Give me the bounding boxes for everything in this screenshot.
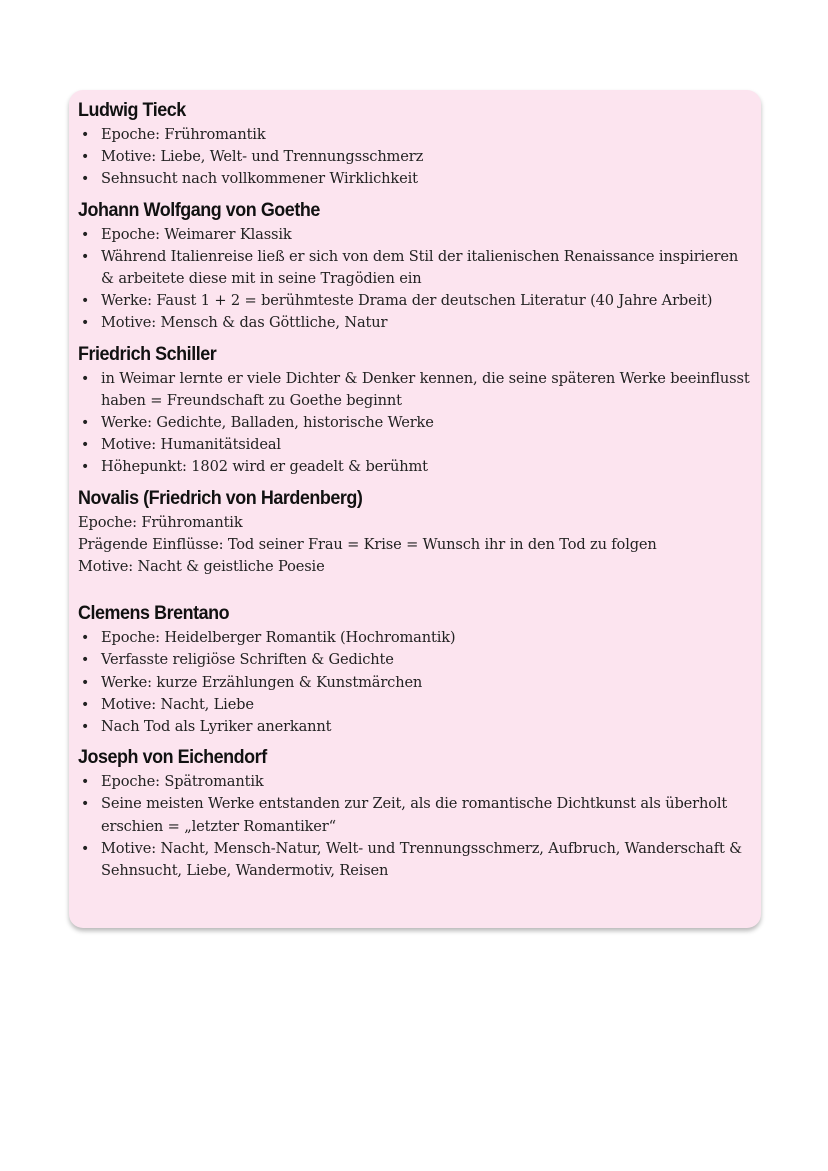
section-brentano xyxy=(78,600,751,738)
list-item: • in Weimar lernte er viele Dichter & Denker kennen, die seine späteren Werke beeinflusst haben = Freundschaft zu Goethe beginnt xyxy=(78,368,751,412)
section-schiller xyxy=(78,341,751,479)
list-item: • Epoche: Weimarer Klassik xyxy=(78,224,751,246)
list-item: • Epoche: Heidelberger Romantik (Hochromantik) xyxy=(78,627,751,649)
section-goethe xyxy=(78,197,751,335)
section-heading: Friedrich Schiller xyxy=(78,342,217,365)
list-item: • Seine meisten Werke entstanden zur Zeit, als die romantische Dichtkunst als überholt erschien = „letzter Romantiker“ xyxy=(78,793,751,837)
list-item: • Werke: kurze Erzählungen & Kunstmärchen xyxy=(78,672,751,694)
list-item: • Sehnsucht nach vollkommener Wirklichkeit xyxy=(78,168,751,190)
spacer xyxy=(78,578,751,600)
section-heading: Ludwig Tieck xyxy=(78,99,186,121)
list-item: • Während Italienreise ließ er sich von dem Stil der italienischen Renaissance inspirieren & arbeitete diese mit in seine Tragödien ein xyxy=(78,246,751,290)
bullet-list xyxy=(78,224,751,335)
list-item: • Motive: Nacht, Liebe xyxy=(78,694,751,716)
bullet-list xyxy=(78,124,751,191)
list-item: • Epoche: Frühromantik xyxy=(78,124,751,146)
list-item: • Nach Tod als Lyriker anerkannt xyxy=(78,716,751,738)
text-line: Epoche: Frühromantik xyxy=(78,513,243,531)
bullet-list xyxy=(78,771,751,882)
list-item: • Verfasste religiöse Schriften & Gedichte xyxy=(78,649,751,671)
list-item: • Werke: Faust 1 + 2 = berühmteste Drama der deutschen Literatur (40 Jahre Arbeit) xyxy=(78,290,751,312)
list-item: • Motive: Humanitätsideal xyxy=(78,434,751,456)
section-heading: Johann Wolfgang von Goethe xyxy=(78,198,320,221)
section-heading: Novalis (Friedrich von Hardenberg) xyxy=(78,486,363,509)
section-heading: Clemens Brentano xyxy=(78,602,230,625)
text-line: Motive: Nacht & geistliche Poesie xyxy=(78,558,325,576)
list-item: • Epoche: Spätromantik xyxy=(78,771,751,793)
list-item: • Höhepunkt: 1802 wird er geadelt & berühmt xyxy=(78,456,751,478)
bullet-list xyxy=(78,627,751,738)
section-ludwig-tieck xyxy=(78,97,751,191)
list-item: • Motive: Mensch & das Göttliche, Natur xyxy=(78,312,751,334)
bullet-list xyxy=(78,368,751,479)
list-item: • Motive: Nacht, Mensch-Natur, Welt- und Trennungsschmerz, Aufbruch, Wanderschaft & Sehnsucht, Liebe, Wandermotiv, Reisen xyxy=(78,838,751,882)
section-novalis xyxy=(78,485,751,579)
section-heading: Joseph von Eichendorf xyxy=(78,746,267,769)
list-item: • Werke: Gedichte, Balladen, historische Werke xyxy=(78,412,751,434)
list-item: • Motive: Liebe, Welt- und Trennungsschmerz xyxy=(78,146,751,168)
text-line: Prägende Einflüsse: Tod seiner Frau = Krise = Wunsch ihr in den Tod zu folgen xyxy=(78,535,657,553)
section-eichendorf xyxy=(78,744,751,882)
notes-card xyxy=(69,90,761,928)
